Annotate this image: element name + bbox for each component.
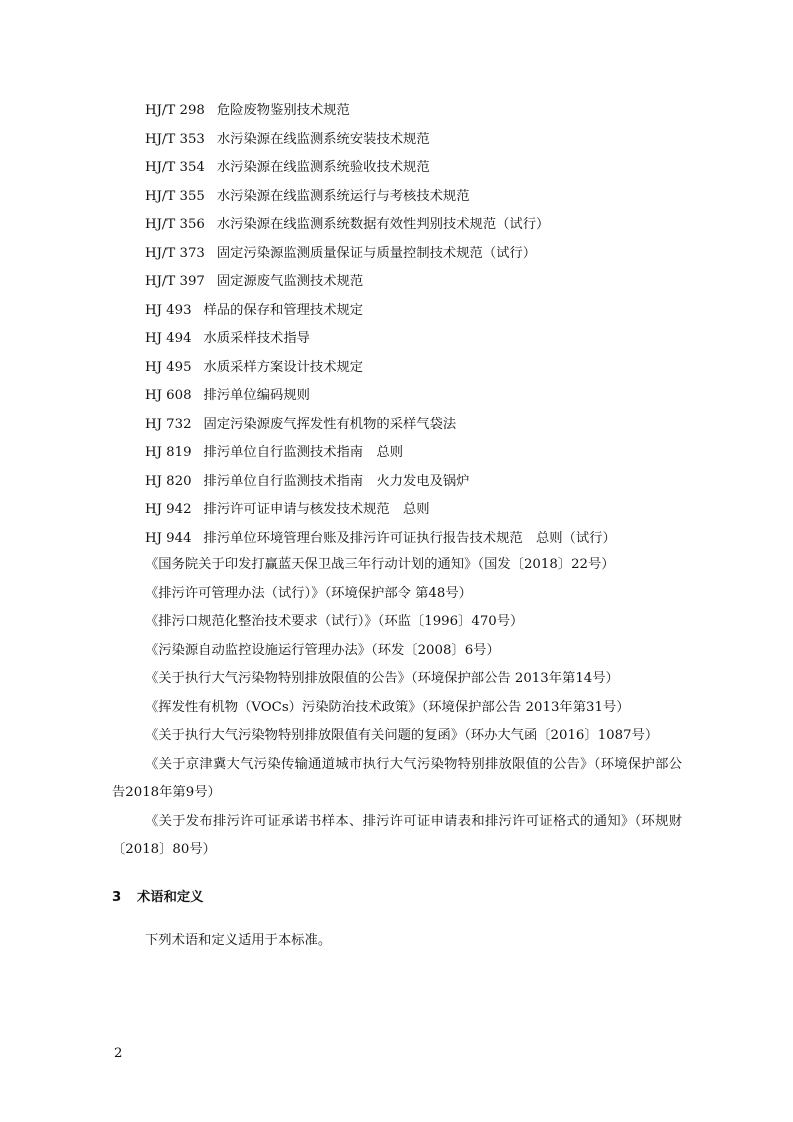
reference-code: HJ 494 — [145, 331, 192, 346]
policy-document-item: 《挥发性有机物（VOCs）污染防治技术政策》（环境保护部公告 2013年第31号） — [145, 699, 630, 715]
reference-code: HJ 732 — [145, 416, 192, 432]
reference-item — [145, 382, 675, 411]
reference-title: 水质采样方案设计技术规定 — [203, 359, 364, 375]
reference-item — [145, 183, 675, 212]
reference-title: 排污单位自行监测技术指南 总则 — [203, 445, 403, 460]
reference-title: 水污染源在线监测系统验收技术规范 — [216, 160, 430, 175]
policy-document-item: 《关于执行大气污染物特别排放限值有关问题的复函》（环办大气函〔2016〕1087号） — [145, 728, 659, 743]
reference-item — [145, 211, 675, 240]
reference-code: HJ 944 — [145, 530, 192, 546]
policy-document-list — [112, 551, 682, 865]
reference-item — [145, 325, 675, 354]
reference-title: 固定污染源废气挥发性有机物的采样气袋法 — [203, 416, 457, 432]
reference-title: 排污单位环境管理台账及排污许可证执行报告技术规范 总则（试行） — [203, 530, 616, 546]
reference-code: HJ 820 — [145, 473, 192, 489]
reference-code: HJ 942 — [145, 502, 192, 517]
reference-title: 水污染源在线监测系统运行与考核技术规范 — [216, 188, 470, 204]
reference-title: 水质采样技术指导 — [203, 331, 310, 346]
policy-document-item: 《国务院关于印发打赢蓝天保卫战三年行动计划的通知》（国发〔2018〕22号） — [145, 557, 615, 572]
reference-title: 水污染源在线监测系统安装技术规范 — [216, 131, 430, 147]
reference-item — [145, 525, 675, 554]
section-heading — [112, 884, 203, 912]
section-body-text: 下列术语和定义适用于本标准。 — [145, 933, 332, 948]
normative-reference-list — [145, 97, 675, 553]
reference-title: 水污染源在线监测系统数据有效性判别技术规范（试行） — [216, 217, 550, 232]
reference-title: 固定污染源监测质量保证与质量控制技术规范（试行） — [216, 245, 537, 261]
policy-document-item: 《关于执行大气污染物特别排放限值的公告》（环境保护部公告 2013年第14号） — [145, 671, 619, 686]
reference-code: HJ/T 373 — [145, 245, 205, 261]
reference-code: HJ/T 397 — [145, 274, 205, 289]
policy-document-item: 《污染源自动监控设施运行管理办法》（环发〔2008〕6号） — [145, 642, 500, 658]
reference-title: 危险废物鉴别技术规范 — [216, 103, 350, 118]
reference-item — [145, 297, 675, 326]
policy-document-item: 《关于京津冀大气污染传输通道城市执行大气污染物特别排放限值的公告》（环境保护部公告2018年第9号） — [112, 756, 682, 800]
reference-code: HJ/T 355 — [145, 188, 205, 204]
reference-item — [145, 496, 675, 525]
reference-title: 排污单位自行监测技术指南 火力发电及锅炉 — [203, 473, 470, 489]
reference-item — [145, 268, 675, 297]
reference-item — [145, 126, 675, 155]
section-number: 3 — [112, 890, 122, 905]
reference-item — [145, 97, 675, 126]
reference-item — [145, 154, 675, 183]
policy-document-item: 《排污口规范化整治技术要求（试行）》（环监〔1996〕470号） — [145, 614, 524, 629]
reference-item — [145, 411, 675, 440]
reference-code: HJ 608 — [145, 388, 192, 403]
policy-document-item: 《关于发布排污许可证承诺书样本、排污许可证申请表和排污许可证格式的通知》（环规财〔2018〕80号） — [112, 813, 682, 857]
reference-title: 样品的保存和管理技术规定 — [203, 302, 364, 318]
reference-item — [145, 468, 675, 497]
reference-code: HJ 493 — [145, 302, 192, 318]
reference-code: HJ 495 — [145, 359, 192, 375]
reference-code: HJ/T 298 — [145, 103, 205, 118]
policy-document-item: 《排污许可管理办法（试行）》（环境保护部令 第48号） — [145, 585, 472, 601]
reference-code: HJ/T 354 — [145, 160, 205, 175]
reference-item — [145, 240, 675, 269]
section-title: 术语和定义 — [137, 890, 204, 905]
reference-title: 排污许可证申请与核发技术规范 总则 — [203, 502, 430, 517]
reference-item — [145, 439, 675, 468]
page-number: 2 — [114, 1046, 123, 1061]
reference-code: HJ/T 353 — [145, 131, 205, 147]
reference-item — [145, 354, 675, 383]
reference-title: 固定源废气监测技术规范 — [216, 274, 364, 289]
reference-code: HJ 819 — [145, 445, 192, 460]
reference-title: 排污单位编码规则 — [203, 388, 310, 403]
reference-code: HJ/T 356 — [145, 217, 205, 232]
